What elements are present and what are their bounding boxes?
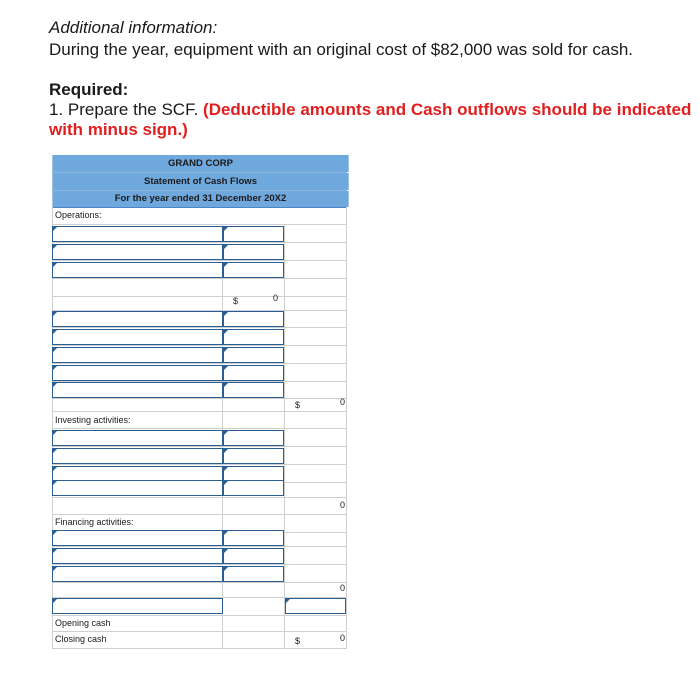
closing-cash-label: Closing cash [55,634,107,644]
ops-subtotal-value: 0 [272,293,278,303]
inv-amount-input-4[interactable] [223,480,284,496]
investing-total-value: 0 [339,500,345,510]
additional-info-text: During the year, equipment with an original cost of $82,000 was sold for cash. [49,40,634,59]
required-instruction: (Deductible amounts and Cash outflows should be indicated with minus sign.) [49,100,692,139]
ops-description-input-3[interactable] [52,262,223,278]
investing-label: Investing activities: [55,415,131,425]
ops-adjustment-amount-1[interactable] [223,311,284,327]
ops-total-currency: $ [295,400,301,410]
ops-description-input-2[interactable] [52,244,223,260]
ops-description-input-1[interactable] [52,226,223,242]
net-change-description-input[interactable] [52,598,223,614]
inv-description-input-1[interactable] [52,430,223,446]
ops-amount-input-2[interactable] [223,244,284,260]
net-change-amount-input[interactable] [285,598,346,614]
closing-cash-value: 0 [339,633,345,643]
additional-info-title: Additional information: [49,18,218,37]
fin-amount-input-1[interactable] [223,530,284,546]
fin-amount-input-2[interactable] [223,548,284,564]
ops-adjustment-input-1[interactable] [52,311,223,327]
ops-subtotal-currency: $ [233,296,239,306]
inv-amount-input-1[interactable] [223,430,284,446]
statement-company: GRAND CORP [52,155,349,172]
ops-adjustment-amount-2[interactable] [223,329,284,345]
required-prefix: 1. Prepare the SCF. [49,100,204,119]
inv-description-input-2[interactable] [52,448,223,464]
required-title: Required: [49,80,129,99]
cash-flow-statement [52,155,347,649]
inv-description-input-4[interactable] [52,480,223,496]
ops-amount-input-3[interactable] [223,262,284,278]
operations-label: Operations: [55,210,102,220]
statement-period: For the year ended 31 December 20X2 [52,191,349,207]
closing-cash-currency: $ [295,636,301,646]
ops-adjustment-input-2[interactable] [52,329,223,345]
financing-total-value: 0 [339,583,345,593]
ops-adjustment-input-3[interactable] [52,347,223,363]
inv-amount-input-2[interactable] [223,448,284,464]
opening-cash-label: Opening cash [55,618,111,628]
required-text [49,100,699,140]
ops-adjustment-amount-3[interactable] [223,347,284,363]
fin-description-input-1[interactable] [52,530,223,546]
ops-total-value: 0 [339,397,345,407]
ops-adjustment-amount-4[interactable] [223,365,284,381]
ops-adjustment-input-4[interactable] [52,365,223,381]
ops-amount-input-1[interactable] [223,226,284,242]
fin-description-input-2[interactable] [52,548,223,564]
statement-title: Statement of Cash Flows [52,173,349,190]
financing-label: Financing activities: [55,517,134,527]
